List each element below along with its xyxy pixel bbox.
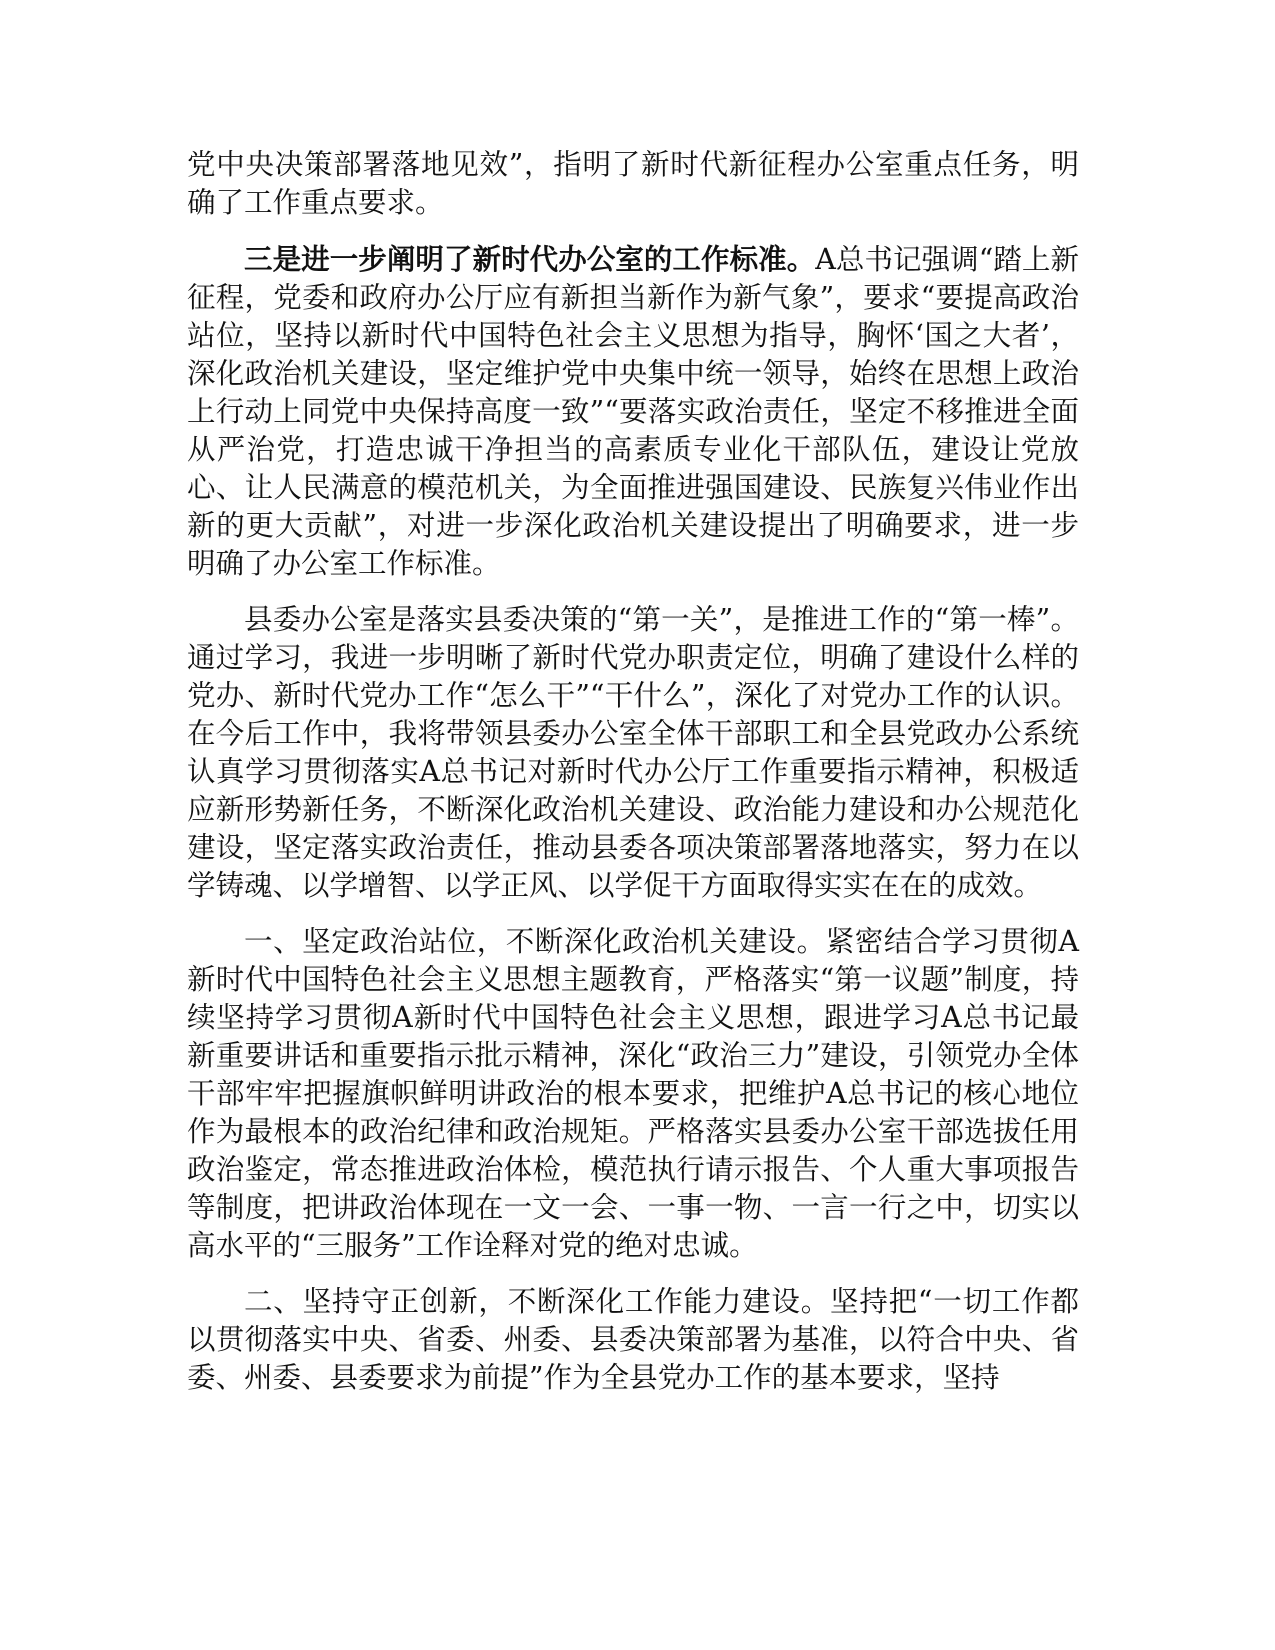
document-body <box>187 146 1079 1415</box>
paragraph-county-office <box>187 601 1079 905</box>
paragraph-text: A总书记强调“踏上新征程，党委和政府办公厅应有新担当新作为新气象”，要求“要提高政治站位，坚持以新时代中国特色社会主义思想为指导，胸怀‘国之大者’，深化政治机关建设，坚定维护党中央集中统一领导，始终在思想上政治上行动上同党中央保持高度一致”“要落实政治责任，坚定不移推进全面从严治党，打造忠诚干净担当的高素质专业化干部队伍，建设让党放心、让人民满意的模范机关，为全面推进强国建设、民族复兴伟业作出新的更大贡献”，对进一步深化政治机关建设提出了明确要求，进一步明确了办公室工作标准。 <box>187 243 1079 580</box>
paragraph-point-two <box>187 1283 1079 1397</box>
paragraph-point-one <box>187 923 1079 1265</box>
paragraph-continued <box>187 146 1079 222</box>
paragraph-text: 一、坚定政治站位，不断深化政治机关建设。紧密结合学习贯彻A新时代中国特色社会主义思想主题教育，严格落实“第一议题”制度，持续坚持学习贯彻A新时代中国特色社会主义思想，跟进学习A总书记最新重要讲话和重要指示批示精神，深化“政治三力”建设，引领党办全体干部牢牢把握旗帜鲜明讲政治的根本要求，把维护A总书记的核心地位作为最根本的政治纪律和政治规矩。严格落实县委办公室干部选拔任用政治鉴定，常态推进政治体检，模范执行请示报告、个人重大事项报告等制度，把讲政治体现在一文一会、一事一物、一言一行之中，切实以高水平的“三服务”工作诠释对党的绝对忠诚。 <box>187 925 1079 1262</box>
paragraph-work-standard <box>187 240 1079 583</box>
paragraph-text: 党中央决策部署落地见效”，指明了新时代新征程办公室重点任务，明确了工作重点要求。 <box>187 148 1079 219</box>
paragraph-lead-heading: 三是进一步阐明了新时代办公室的工作标准。 <box>244 242 816 276</box>
paragraph-text: 二、坚持守正创新，不断深化工作能力建设。坚持把“一切工作都以贯彻落实中央、省委、州委、县委决策部署为基准，以符合中央、省委、州委、县委要求为前提”作为全县党办工作的基本要求，坚持 <box>187 1285 1079 1394</box>
paragraph-text: 县委办公室是落实县委决策的“第一关”，是推进工作的“第一棒”。通过学习，我进一步明晰了新时代党办职责定位，明确了建设什么样的党办、新时代党办工作“怎么干”“干什么”，深化了对党办工作的认识。在今后工作中，我将带领县委办公室全体干部职工和全县党政办公系统认真学习贯彻落实A总书记对新时代办公厅工作重要指示精神，积极适应新形势新任务，不断深化政治机关建设、政治能力建设和办公规范化建设，坚定落实政治责任，推动县委各项决策部署落地落实，努力在以学铸魂、以学增智、以学正风、以学促干方面取得实实在在的成效。 <box>187 603 1079 902</box>
